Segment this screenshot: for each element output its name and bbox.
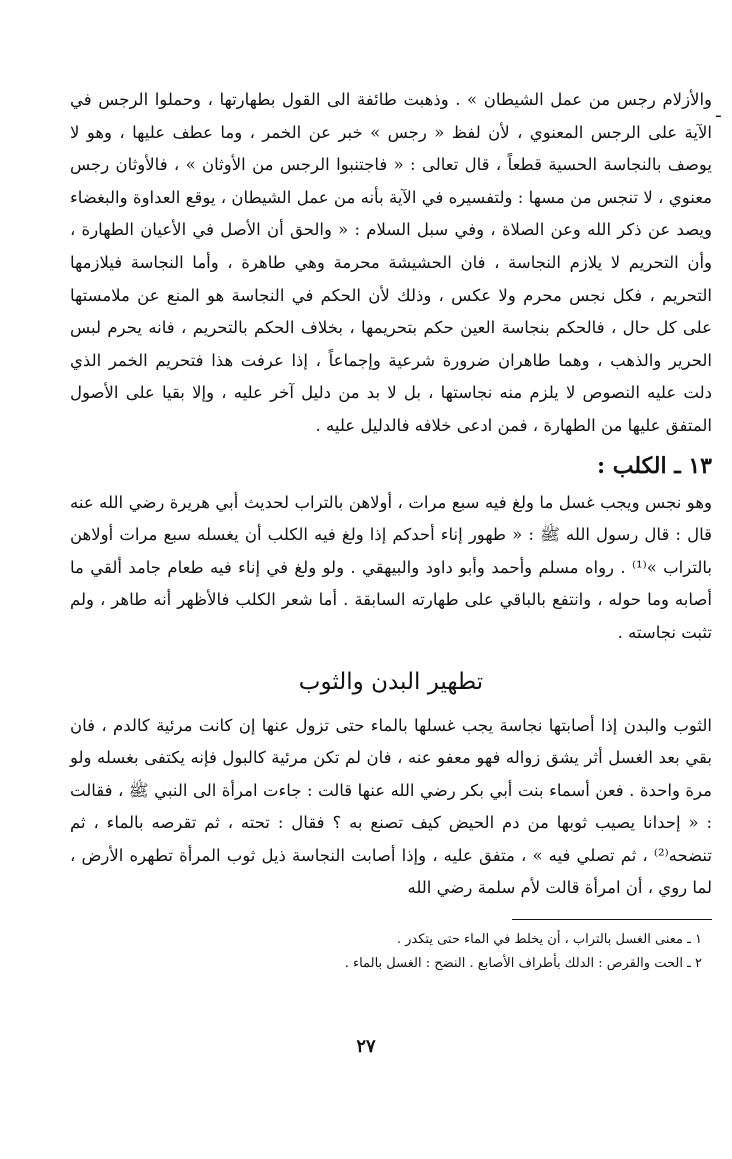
footnote-2: ٢ ـ الحت والقرص : الدلك بأطراف الأصابع . النضح : الغسل بالماء . (344, 956, 702, 972)
page-body (70, 84, 712, 976)
paragraph-purification: الثوب والبدن إذا أصابتها نجاسة يجب غسلها بالماء حتى تزول عنها إن كانت مرئية كالدم ، فان بقي بعد الغسل أثر يشق زواله فهو معفو عنه ، فان لم تكن مرئية كالبول فإنه يكتفى بغسله ولو مرة واحدة . فعن أسماء بنت أبي بكر رضي الله عنها قالت : جاءت امرأة الى النبي ﷺ ، فقالت : « إحدانا يصيب ثوبها من دم الحيض كيف تصنع به ؟ فقال : تحته ، ثم تقرصه بالماء ، ثم تنضحه⁽²⁾ ، ثم تصلي فيه » ، متفق عليه ، وإذا أصابت النجاسة ذيل ثوب المرأة تطهره الأرض ، لما روي ، أن امرأة قالت لأم سلمة رضي الله (70, 715, 712, 898)
section-heading-dog: ١٣ ـ الكلب : (596, 452, 712, 479)
paragraph-najasa: والأزلام رجس من عمل الشيطان » . وذهبت طائفة الى القول بطهارتها ، وحملوا الرجس في الآية على الرجس المعنوي ، لأن لفظ « رجس » خبر عن الخمر ، وما عطف عليها ، وهو لا يوصف بالنجاسة الحسية قطعاً ، قال تعالى : « فاجتنبوا الرجس من الأوثان » ، فالأوثان رجس معنوي ، لا تنجس من مسها : ولتفسيره في الآية بأنه من عمل الشيطان ، يوقع العداوة والبغضاء ويصد عن ذكر الله وعن الصلاة ، وفي سبل السلام : « والحق أن الأصل في الأعيان الطهارة ، وأن التحريم لا يلازم النجاسة ، فان الحشيشة محرمة وهي طاهرة ، وأما النجاسة فيلازمها التحريم ، فكل نجس محرم ولا عكس ، وذلك لأن الحكم في النجاسة هو المنع عن ملامستها على كل حال ، فالحكم بنجاسة العين حكم بتحريمها ، بخلاف الحكم بالتحريم ، فانه يحرم لبس الحرير والذهب ، وهما طاهران ضرورة شرعية وإجماعاً ، إذا عرفت هذا فتحريم الخمر الذي دلت عليه النصوص لا يلزم منه نجاستها ، بل لا بد من دليل آخر عليه ، وإلا بقيا على الأصول المتفق عليها من الطهارة ، فمن ادعى خلافه فالدليل عليه . (70, 90, 712, 435)
footnote-divider (512, 919, 712, 920)
section-heading-purification: تطهير البدن والثوب (298, 668, 484, 695)
paragraph-dog: وهو نجس ويجب غسل ما ولغ فيه سبع مرات ، أولاهن بالتراب لحديث أبي هريرة رضي الله عنه قال : قال رسول الله ﷺ : « طهور إناء أحدكم إذا ولغ فيه الكلب أن يغسله سبع مرات أولاهن بالتراب »⁽¹⁾ . رواه مسلم وأحمد وأبو داود والبيهقي . ولو ولغ في إناء فيه طعام جامد ألقي ما أصابه وما حوله ، وانتفع بالباقي على طهارته السابقة . أما شعر الكلب فالأظهر أنه طاهر ، ولم تثبت نجاسته . (70, 492, 713, 642)
margin-mark: ـ (716, 102, 721, 121)
footnote-1: ١ ـ معنى الغسل بالتراب ، أن يخلط في الماء حتى يتكدر . (396, 932, 702, 948)
page-number: ٢٧ (356, 1036, 376, 1057)
